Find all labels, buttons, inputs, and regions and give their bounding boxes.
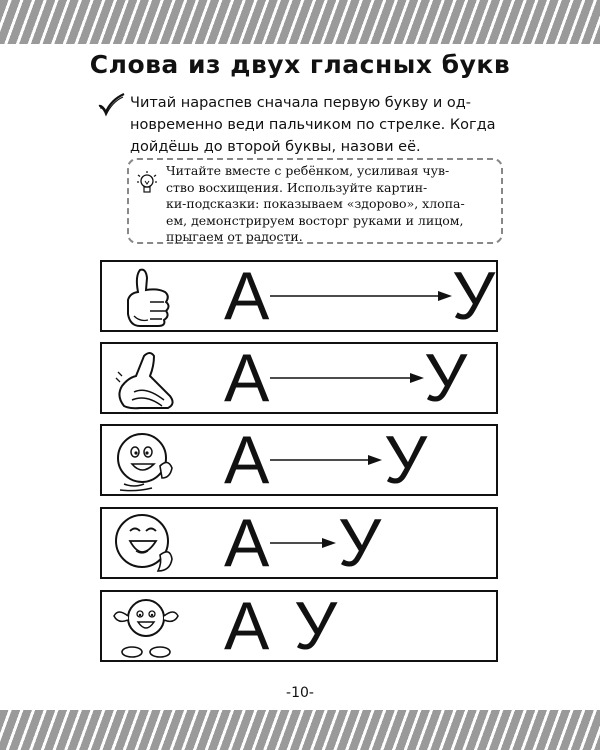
first-vowel: А xyxy=(224,422,270,498)
lightbulb-icon xyxy=(136,170,158,200)
second-vowel: У xyxy=(424,340,468,416)
smiley-clapping-icon xyxy=(110,428,180,494)
laughing-smiley-icon xyxy=(110,511,180,577)
second-vowel: У xyxy=(452,258,496,334)
instruction-text: Читай нараспев сначала первую букву и од- новременно веди пальчиком по стрелке. Когда дойдёшь до второй буквы, назови её. xyxy=(130,95,496,155)
tip-text: Читайте вместе с ребёнком, усиливая чув- ство восхищения. Используйте картин- ки-подсказки: показываем «здорово», хлопа- ем, демонстрируем восторг руками и лицом, прыгаем от радости. xyxy=(166,163,465,244)
reading-arrow xyxy=(270,288,452,304)
first-vowel: А xyxy=(224,588,270,664)
second-vowel: У xyxy=(338,505,382,581)
thumbs-up-icon xyxy=(110,264,180,330)
page-title: Слова из двух гласных букв xyxy=(89,50,511,79)
clapping-hands-icon xyxy=(110,346,180,412)
first-vowel: А xyxy=(224,505,270,581)
bottom-stripe-decoration xyxy=(0,710,600,750)
reading-arrow xyxy=(270,452,382,468)
vowel-row-3 xyxy=(100,424,498,496)
first-vowel: А xyxy=(224,258,270,334)
second-vowel: У xyxy=(384,422,428,498)
jumping-smiley-icon xyxy=(110,594,180,660)
reading-arrow xyxy=(270,370,424,386)
top-stripe-decoration xyxy=(0,0,600,44)
reading-arrow xyxy=(270,535,336,551)
page-number: -10- xyxy=(286,685,314,701)
vowel-row-1 xyxy=(100,260,498,332)
vowel-row-2 xyxy=(100,342,498,414)
checkmark-icon xyxy=(96,92,126,120)
first-vowel: А xyxy=(224,340,270,416)
vowel-row-5 xyxy=(100,590,498,662)
second-vowel: У xyxy=(294,588,338,664)
vowel-row-4 xyxy=(100,507,498,579)
